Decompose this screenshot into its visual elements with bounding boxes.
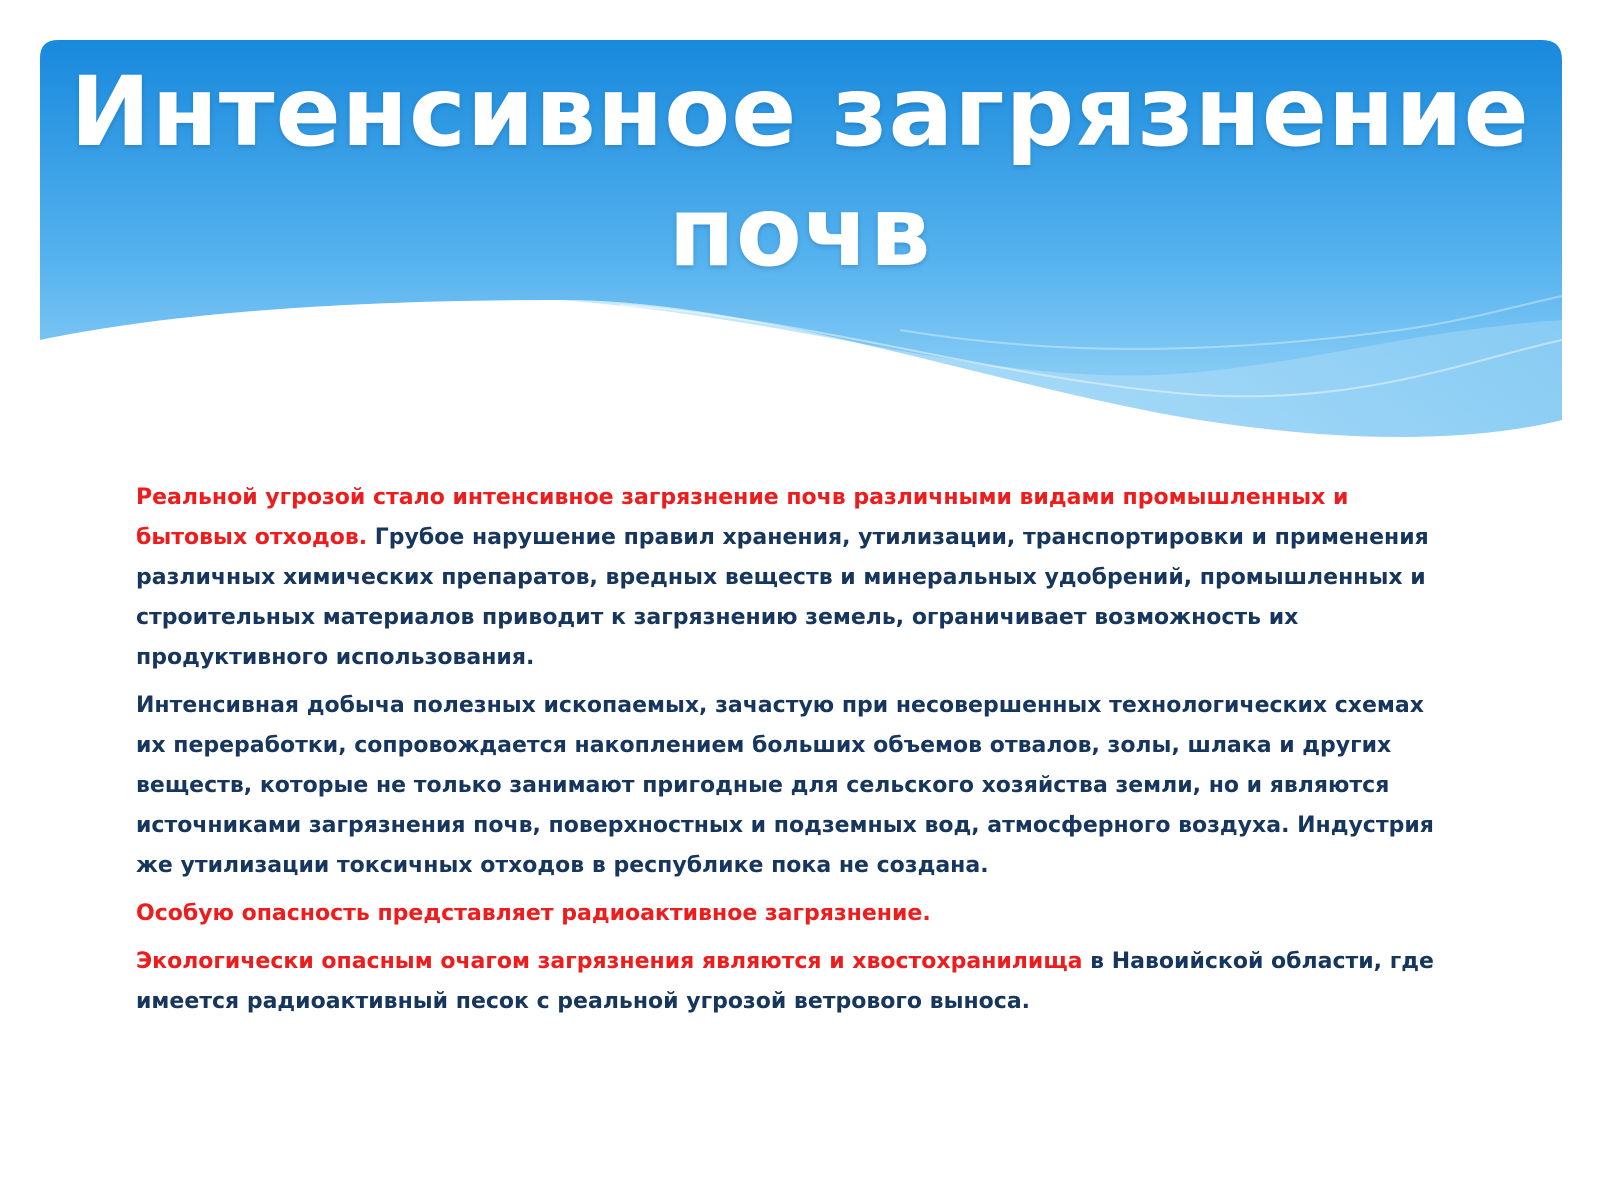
paragraph-2-text: Интенсивная добыча полезных ископаемых, зачастую при несовершенных технологических схемах их переработки, сопровождается накоплением больших объемов отвалов, золы, шлака и других веществ, которые не только занимают пригодные для сельского хозяйства земли, но и являются источниками загрязнения почв, поверхностных и подземных вод, атмосферного воздуха. Индустрия же утилизации токсичных отходов в республике пока не создана.	[136, 693, 1434, 878]
paragraph-1-text: Грубое нарушение правил хранения, утилизации, транспортировки и применения различных химических препаратов, вредных веществ и минеральных удобрений, промышленных и строительных материалов приводит к загрязнению земель, ограничивает возможность их продуктивного использования.	[136, 525, 1429, 670]
paragraph-1	[136, 478, 1436, 678]
paragraph-3-highlight: Особую опасность представляет радиоактивное загрязнение	[136, 901, 923, 926]
paragraph-1-highlight: Реальной угрозой стало интенсивное загрязнение почв различными видами промышленных и бытовых отходов	[136, 485, 1349, 550]
body-text	[136, 478, 1436, 1030]
paragraph-3-dot: .	[922, 901, 931, 926]
slide-title-line1: Интенсивное загрязнение	[70, 56, 1530, 168]
slide-title	[40, 52, 1560, 292]
slide-title-line2: почв	[668, 176, 932, 288]
paragraph-4	[136, 942, 1436, 1022]
paragraph-3	[136, 894, 1436, 934]
paragraph-2	[136, 686, 1436, 886]
paragraph-1-dot: .	[358, 525, 368, 550]
paragraph-4-text: в Навоийской области, где имеется радиоактивный песок с реальной угрозой ветрового выноса.	[136, 949, 1434, 1014]
paragraph-4-highlight: Экологически опасным очагом загрязнения являются и хвостохранилища	[136, 949, 1083, 974]
